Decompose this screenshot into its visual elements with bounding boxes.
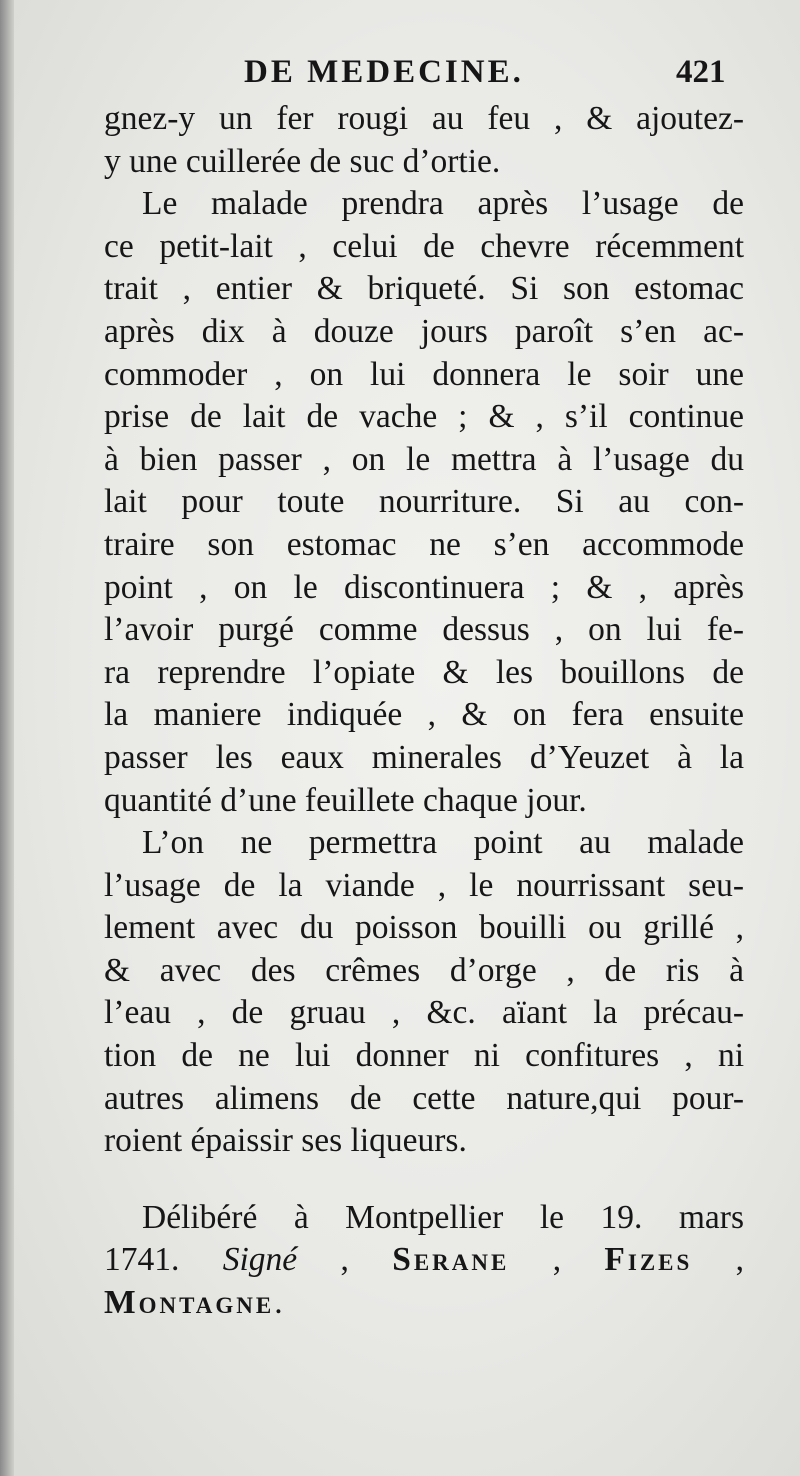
text-line: L’on ne permettra point au malade bbox=[142, 824, 744, 862]
text-line: tion de ne lui donner ni confitures , ni bbox=[104, 1037, 744, 1075]
signatory-serane: Serane bbox=[392, 1241, 510, 1279]
text-line: Le malade prendra après l’usage de bbox=[142, 185, 744, 223]
text-line: roient épaissir ses liqueurs. bbox=[104, 1122, 467, 1160]
binding-gutter bbox=[0, 0, 14, 1476]
text-line: passer les eaux minerales d’Yeuzet à la bbox=[104, 738, 744, 776]
paragraph-3 bbox=[104, 822, 744, 1163]
text-line: commoder , on lui donnera le soir une bbox=[104, 355, 744, 393]
year: 1741. bbox=[104, 1241, 180, 1279]
text-line: après dix à douze jours paroît s’en ac- bbox=[104, 312, 744, 350]
text-line: ce petit-lait , celui de chevre récemment bbox=[104, 227, 744, 265]
text-line: l’usage de la viande , le nourrissant seu- bbox=[104, 866, 744, 904]
signatory-fizes: Fizes bbox=[604, 1241, 693, 1279]
signatories-line bbox=[104, 1239, 744, 1282]
text-line: ra reprendre l’opiate & les bouillons de bbox=[104, 653, 744, 691]
paragraph-2 bbox=[104, 183, 744, 822]
page-number: 421 bbox=[676, 54, 726, 90]
text-line: & avec des crêmes d’orge , de ris à bbox=[104, 951, 744, 989]
paragraph-gap bbox=[104, 1163, 744, 1197]
text-line: gnez-y un fer rougi au feu , & ajoutez- bbox=[104, 100, 744, 137]
deliberation-line: Délibéré à Montpellier le 19. mars bbox=[142, 1198, 744, 1236]
text-line: l’avoir purgé comme dessus , on lui fe- bbox=[104, 611, 744, 649]
end-period: . bbox=[274, 1284, 283, 1322]
text-line: y une cuillerée de suc d’ortie. bbox=[104, 142, 501, 180]
closing-signature-block bbox=[104, 1197, 744, 1325]
page-header bbox=[0, 50, 800, 96]
separator: , bbox=[692, 1241, 745, 1279]
text-line: à bien passer , on le mettra à l’usage du bbox=[104, 440, 744, 478]
text-line: l’eau , de gruau , &c. aïant la précau- bbox=[104, 994, 744, 1032]
signatory-line-2 bbox=[104, 1282, 744, 1325]
signed-word: Signé bbox=[222, 1241, 298, 1279]
text-line: lement avec du poisson bouilli ou grillé , bbox=[104, 909, 744, 947]
paragraph-1 bbox=[104, 98, 744, 183]
text-line: traire son estomac ne s’en accommode bbox=[104, 525, 744, 563]
text-line: prise de lait de vache ; & , s’il continue bbox=[104, 398, 744, 436]
text-line: trait , entier & briqueté. Si son estomac bbox=[104, 270, 744, 308]
running-head: DE MEDECINE. bbox=[244, 54, 524, 90]
text-line: la maniere indiquée , & on fera ensuite bbox=[104, 696, 744, 734]
signatory-montagne: Montagne bbox=[104, 1284, 275, 1322]
separator: , bbox=[509, 1241, 605, 1279]
text-line: point , on le discontinuera ; & , après bbox=[104, 568, 744, 606]
body-text bbox=[104, 98, 744, 1325]
text-line: autres alimens de cette nature,qui pour- bbox=[104, 1079, 744, 1117]
separator: , bbox=[297, 1241, 393, 1279]
text-line: lait pour toute nourriture. Si au con- bbox=[104, 483, 744, 521]
text-line: quantité d’une feuillete chaque jour. bbox=[104, 781, 587, 819]
